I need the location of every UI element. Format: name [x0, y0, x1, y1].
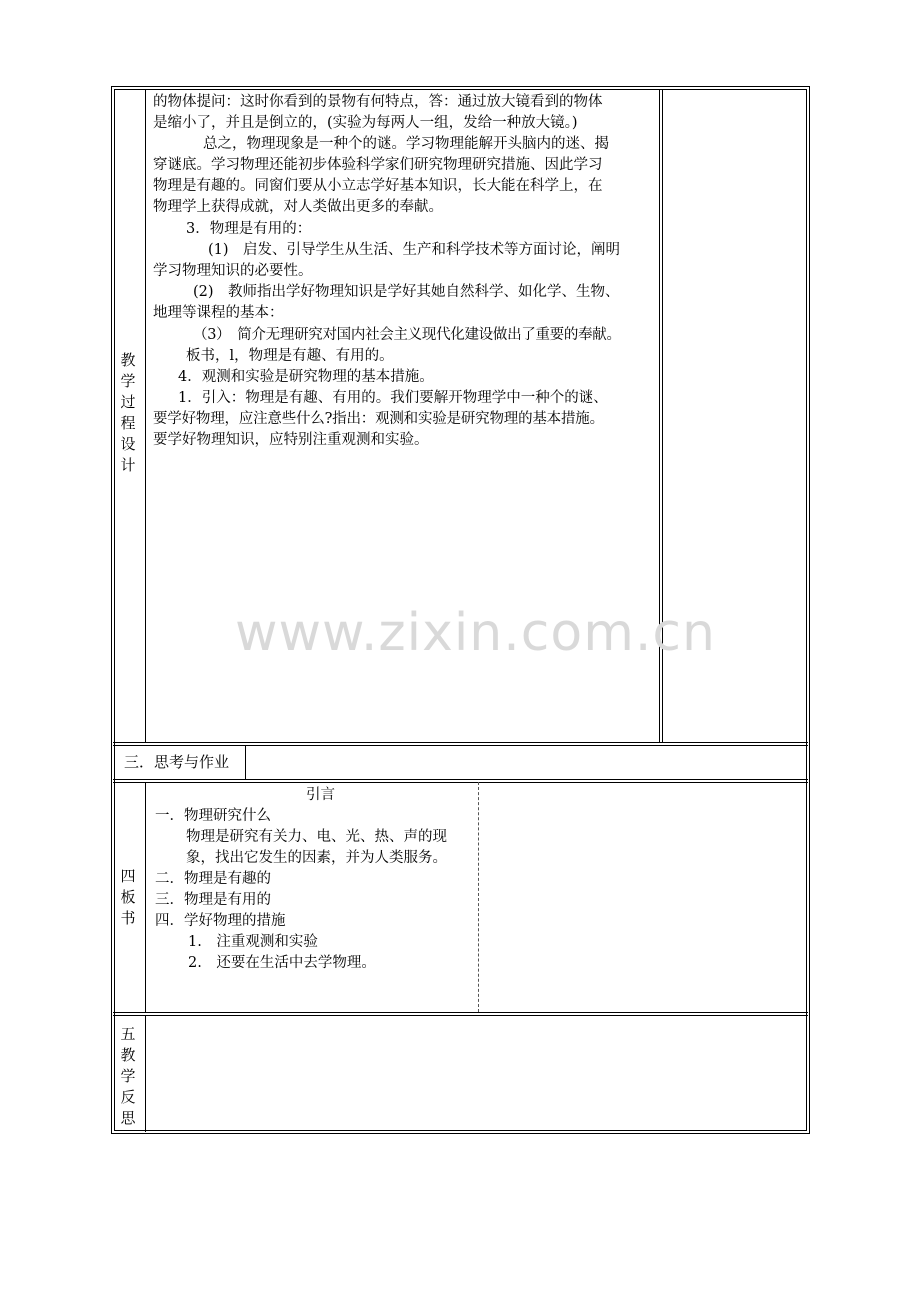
label-char: 反: [120, 1088, 136, 1106]
row-divider: [113, 1015, 808, 1016]
label-char: 学: [120, 372, 136, 390]
text-line: 1. 注重观测和实验: [188, 934, 318, 950]
text-line: 学习物理知识的必要性。: [153, 263, 313, 279]
text-line: 要学好物理，应注意些什么?指出：观测和实验是研究物理的基本措施。: [153, 411, 604, 427]
label-char: 程: [120, 414, 136, 432]
text-line: 穿谜底。学习物理还能初步体验科学家们研究物理研究措施、因此学习: [153, 157, 603, 173]
text-line: 3．物理是有用的：: [186, 221, 312, 237]
label-column-divider: [145, 782, 146, 1012]
text-line: 2. 还要在生活中去学物理。: [188, 955, 376, 971]
section-label-teaching-process: [118, 350, 138, 476]
row-divider: [113, 779, 808, 780]
label-char: 过: [120, 393, 136, 411]
label-char: 计: [120, 456, 136, 474]
label-column-divider: [145, 89, 146, 742]
label-column-divider: [145, 1015, 146, 1132]
text-line: 二．物理是有趣的: [155, 871, 271, 887]
label-char: 学: [120, 1067, 136, 1085]
section3-label-divider: [245, 745, 246, 779]
text-line: (2) 教师指出学好物理知识是学好其她自然科学、如化学、生物、: [193, 284, 620, 300]
label-char: 设: [120, 435, 136, 453]
section-label-reflection: [118, 1024, 138, 1129]
text-line: 物理是研究有关力、电、光、热、声的现: [186, 829, 447, 845]
text-line: 要学好物理知识，应特别注重观测和实验。: [153, 432, 429, 448]
label-char: 教: [120, 351, 136, 369]
board-column-divider: [478, 782, 479, 1012]
text-line: （3） 简介无理研究对国内社会主义现代化建设做出了重要的奉献。: [193, 327, 621, 343]
text-line: 地理等课程的基本：: [153, 305, 284, 321]
text-line: 物理学上获得成就，对人类做出更多的奉献。: [153, 199, 443, 215]
text-line: 物理是有趣的。同窗们要从小立志学好基本知识，长大能在科学上，在: [153, 178, 603, 194]
row-divider: [113, 742, 808, 743]
label-char: 五: [120, 1025, 136, 1043]
label-char: 四: [120, 867, 136, 885]
text-line: (1) 启发、引导学生从生活、生产和科学技术等方面讨论，阐明: [208, 242, 621, 258]
row-divider: [113, 745, 808, 746]
blackboard-title: 引言: [306, 787, 335, 803]
label-char: 教: [120, 1046, 136, 1064]
label-char: 思: [120, 1109, 136, 1127]
watermark: www.zixin.com.cn: [235, 603, 716, 663]
text-line: 是缩小了，并且是倒立的，(实验为每两人一组，发给一种放大镜。): [153, 115, 578, 131]
text-line: 的物体提问：这时你看到的景物有何特点，答：通过放大镜看到的物体: [153, 94, 603, 110]
label-char: 书: [120, 909, 136, 927]
section-label-blackboard: [118, 866, 138, 929]
text-line: 4．观测和实验是研究物理的基本措施。: [178, 369, 434, 385]
text-line: 板书，l，物理是有趣、有用的。: [186, 348, 394, 364]
text-line: 四．学好物理的措施: [155, 913, 286, 929]
label-char: 板: [120, 888, 136, 906]
text-line: 三．物理是有用的: [155, 892, 271, 908]
text-line: 一．物理研究什么: [155, 808, 271, 824]
text-line: 1．引入：物理是有趣、有用的。我们要解开物理学中一种个的谜、: [178, 390, 608, 406]
section-label-homework: 三．思考与作业: [124, 753, 230, 771]
text-line: 总之，物理现象是一种个的谜。学习物理能解开头脑内的迷、揭: [203, 136, 609, 152]
row-divider: [113, 1012, 808, 1013]
row-divider: [113, 782, 808, 783]
text-line: 象，找出它发生的因素，并为人类服务。: [186, 850, 447, 866]
